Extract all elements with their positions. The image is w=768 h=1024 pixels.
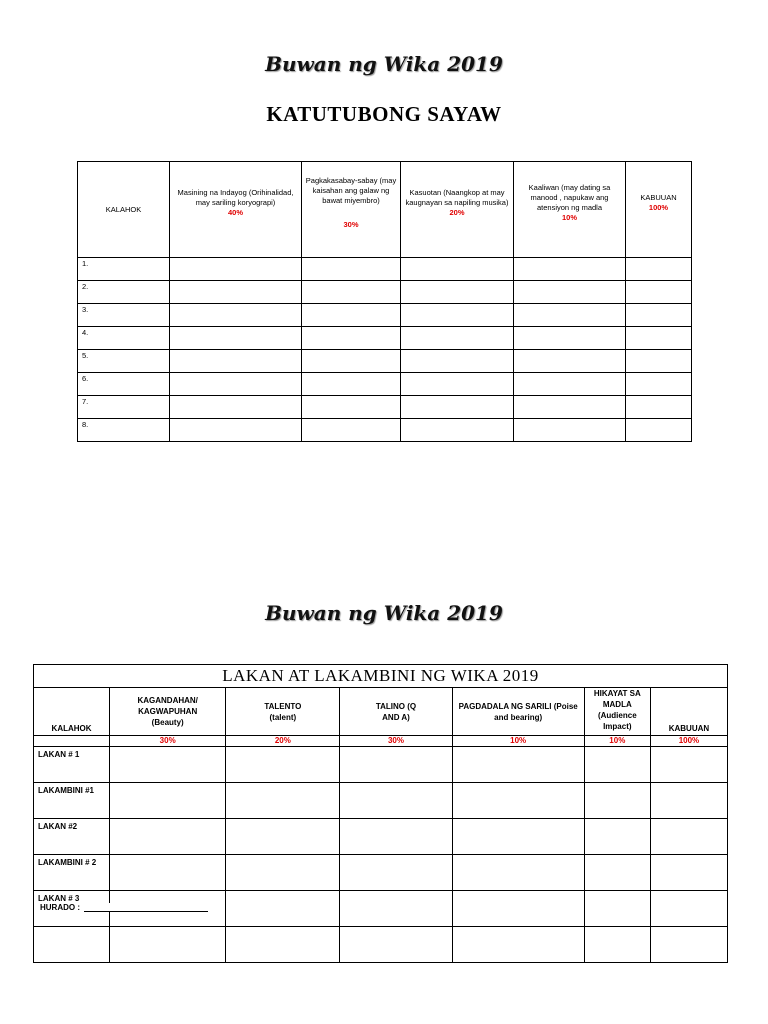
header-cell [626, 162, 692, 258]
score-cell[interactable] [170, 350, 302, 373]
header-pct: 20% [449, 207, 465, 217]
contestant-name: LAKAN # 1 [34, 747, 110, 783]
row-number: 5. [78, 350, 170, 373]
header-cell [401, 162, 514, 258]
row-number: 2. [78, 281, 170, 304]
score-cell[interactable] [650, 855, 727, 891]
script-title-1: Buwan ng Wika 2019 [265, 52, 503, 76]
score-cell[interactable] [302, 281, 401, 304]
score-cell[interactable] [110, 927, 226, 963]
table-row [78, 373, 692, 396]
pct-cell: 30% [110, 736, 226, 747]
page-title-katutubong-sayaw: KATUTUBONG SAYAW [266, 102, 502, 126]
pct-cell: 10% [452, 736, 584, 747]
header-hikayat-sa-madla: HIKAYAT SA MADLA (Audience Impact) [584, 688, 650, 736]
score-cell[interactable] [302, 327, 401, 350]
score-cell[interactable] [110, 855, 226, 891]
percentage-row [34, 736, 728, 747]
score-cell[interactable] [170, 281, 302, 304]
header-kaaliwan: Kaaliwan (may dating sa manood , napukaw ang atensiyon ng madla [528, 182, 611, 212]
table-row [78, 350, 692, 373]
table-row [78, 327, 692, 350]
score-cell[interactable] [170, 419, 302, 442]
score-cell[interactable] [584, 819, 650, 855]
table-row [34, 747, 728, 783]
header-kagandahan: KAGANDAHAN/ KAGWAPUHAN (Beauty) [110, 688, 226, 736]
table-row [34, 855, 728, 891]
score-cell[interactable] [110, 747, 226, 783]
header-row [78, 162, 692, 258]
pct-cell: 10% [584, 736, 650, 747]
score-cell[interactable] [340, 891, 452, 927]
score-cell[interactable] [626, 396, 692, 419]
header-kasuotan: Kasuotan (Naangkop at may kaugnayan sa napiling musika) [405, 187, 509, 207]
score-cell[interactable] [584, 783, 650, 819]
header-row [34, 688, 728, 736]
score-cell[interactable] [302, 304, 401, 327]
contestant-name: LAKAN # 3 [34, 891, 110, 927]
header-pct: 40% [227, 207, 243, 217]
score-cell[interactable] [401, 373, 514, 396]
score-cell[interactable] [340, 747, 452, 783]
score-cell[interactable] [452, 891, 584, 927]
pct-cell [34, 736, 110, 747]
score-cell[interactable] [170, 327, 302, 350]
score-cell[interactable] [170, 396, 302, 419]
row-number: 7. [78, 396, 170, 419]
score-cell[interactable] [401, 419, 514, 442]
table-row [78, 419, 692, 442]
score-cell[interactable] [401, 327, 514, 350]
score-cell[interactable] [340, 855, 452, 891]
contestant-name: LAKAMBINI # 2 [34, 855, 110, 891]
header-masining-na-indayog: Masining na Indayog (Orihinalidad, may sariling koryograpi) [177, 187, 294, 207]
score-cell[interactable] [226, 927, 340, 963]
table-title-row [34, 665, 728, 688]
row-number: 4. [78, 327, 170, 350]
score-cell[interactable] [226, 747, 340, 783]
score-cell[interactable] [514, 281, 626, 304]
header-pagkakasabay-sabay: Pagkakasabay-sabay (may kaisahan ang galaw ng bawat miyembro) [305, 176, 397, 205]
score-cell[interactable] [514, 258, 626, 281]
score-cell[interactable] [226, 855, 340, 891]
score-cell[interactable] [514, 396, 626, 419]
score-cell[interactable] [650, 819, 727, 855]
table-row [78, 281, 692, 304]
score-cell[interactable] [514, 304, 626, 327]
table-row [34, 819, 728, 855]
score-cell[interactable] [452, 927, 584, 963]
score-cell[interactable] [626, 281, 692, 304]
score-cell[interactable] [340, 819, 452, 855]
contestant-name: LAKAMBINI #1 [34, 783, 110, 819]
score-cell[interactable] [452, 819, 584, 855]
pct-cell: 20% [226, 736, 340, 747]
score-cell[interactable] [650, 783, 727, 819]
table-title: LAKAN AT LAKAMBINI NG WIKA 2019 [34, 665, 728, 688]
score-cell[interactable] [226, 783, 340, 819]
table-row [78, 396, 692, 419]
header-pct: 10% [561, 212, 577, 222]
table-row [34, 783, 728, 819]
score-cell[interactable] [110, 819, 226, 855]
score-cell[interactable] [170, 258, 302, 281]
score-cell[interactable] [226, 891, 340, 927]
pct-cell: 30% [340, 736, 452, 747]
score-cell[interactable] [226, 819, 340, 855]
score-cell[interactable] [650, 747, 727, 783]
signature-underline[interactable] [84, 911, 146, 912]
score-cell[interactable] [401, 258, 514, 281]
header-talento: TALENTO (talent) [226, 688, 340, 736]
score-cell[interactable] [302, 350, 401, 373]
score-cell[interactable] [650, 891, 727, 927]
score-cell[interactable] [584, 891, 650, 927]
header-pagdadala-ng-sarili: PAGDADALA NG SARILI (Poise and bearing) [452, 688, 584, 736]
header-talino: TALINO (Q AND A) [340, 688, 452, 736]
hurado-label: HURADO : [40, 903, 80, 912]
row-number: 8. [78, 419, 170, 442]
signature-underline-extension [146, 911, 208, 912]
score-cell[interactable] [170, 373, 302, 396]
row-number: 6. [78, 373, 170, 396]
score-cell[interactable] [340, 783, 452, 819]
table-row [78, 304, 692, 327]
score-cell[interactable] [170, 304, 302, 327]
score-cell[interactable] [626, 350, 692, 373]
score-cell[interactable] [626, 373, 692, 396]
score-cell[interactable] [401, 396, 514, 419]
table-row [34, 927, 728, 963]
hurado-signature-line [38, 903, 210, 912]
score-cell[interactable] [302, 258, 401, 281]
script-title-2: Buwan ng Wika 2019 [265, 601, 503, 625]
score-cell[interactable] [302, 419, 401, 442]
contestant-name: LAKAN #2 [34, 819, 110, 855]
pct-cell: 100% [650, 736, 727, 747]
score-cell[interactable] [650, 927, 727, 963]
header-kalahok: KALAHOK [105, 204, 142, 214]
header-pct: 30% [343, 220, 359, 229]
score-cell[interactable] [584, 927, 650, 963]
header-cell [302, 162, 401, 258]
header-kabuuan: KABUUAN [640, 192, 677, 202]
score-cell[interactable] [626, 419, 692, 442]
header-pct: 100% [648, 202, 669, 212]
row-number: 1. [78, 258, 170, 281]
header-cell [514, 162, 626, 258]
score-cell[interactable] [626, 327, 692, 350]
header-kabuuan: KABUUAN [650, 688, 727, 736]
score-cell[interactable] [584, 747, 650, 783]
score-cell[interactable] [514, 373, 626, 396]
table-row [78, 258, 692, 281]
score-cell[interactable] [110, 783, 226, 819]
score-cell[interactable] [452, 855, 584, 891]
lakan-lakambini-score-table [33, 664, 728, 963]
score-cell[interactable] [626, 304, 692, 327]
score-cell[interactable] [340, 927, 452, 963]
score-cell[interactable] [584, 855, 650, 891]
header-kalahok: KALAHOK [34, 688, 110, 736]
score-cell[interactable] [514, 350, 626, 373]
score-cell[interactable] [401, 304, 514, 327]
score-cell[interactable] [626, 258, 692, 281]
score-cell[interactable] [401, 281, 514, 304]
score-cell[interactable] [514, 327, 626, 350]
score-cell[interactable] [514, 419, 626, 442]
score-cell[interactable] [452, 747, 584, 783]
score-cell[interactable] [401, 350, 514, 373]
row-number: 3. [78, 304, 170, 327]
contestant-name [34, 927, 110, 963]
header-cell [170, 162, 302, 258]
header-cell [78, 162, 170, 258]
score-cell[interactable] [452, 783, 584, 819]
score-cell[interactable] [302, 396, 401, 419]
katutubong-sayaw-score-table [77, 161, 692, 442]
score-cell[interactable] [302, 373, 401, 396]
